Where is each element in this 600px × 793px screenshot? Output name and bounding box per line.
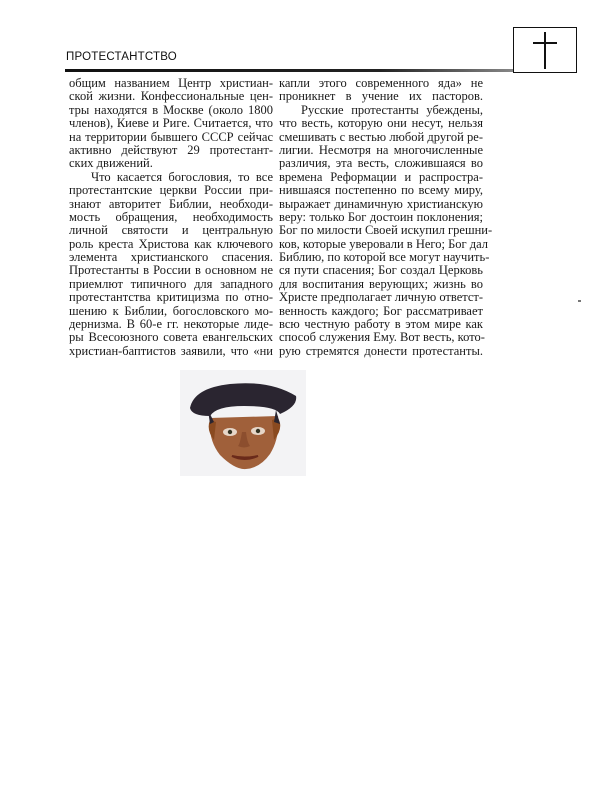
running-header: ПРОТЕСТАНТСТВО: [66, 51, 177, 63]
text-line: рую стремятся донести протестанты.: [279, 343, 483, 358]
text-line: на территории бывшего СССР сейчас: [69, 129, 273, 144]
text-line: смешивать с вестью любой другой ре-: [279, 129, 483, 144]
header-rule: [65, 69, 515, 72]
text-line: различия, эта весть, сложившаяся во: [279, 156, 483, 171]
text-line: Библию, по которой все могут научить-: [279, 250, 490, 265]
text-line: ры Всесоюзного совета евангельских: [69, 330, 273, 345]
text-line: проникнет в учение их пасторов.: [279, 89, 483, 104]
portrait-illustration: [180, 370, 306, 476]
text-line: активно действуют 29 протестант-: [69, 142, 273, 157]
left-text-column: [69, 77, 273, 358]
text-line: протестантства критицизма по отно-: [69, 290, 273, 305]
text-line: капли этого современного яда» не: [279, 76, 483, 90]
text-line: христиан-баптистов заявили, что «ни: [69, 343, 273, 358]
text-line: знают авторитет Библии, необходи-: [69, 196, 273, 211]
text-line: протестантские церкви России при-: [69, 183, 273, 198]
text-line: что весть, которую они несут, нельзя: [279, 116, 483, 131]
text-line: элемента христианского спасения.: [69, 250, 273, 265]
text-line: Что касается богословия, то все: [91, 169, 273, 184]
text-line: общим названием Центр христиан-: [69, 76, 273, 90]
text-line: роль креста Христова как ключевого: [69, 236, 273, 251]
scan-mark: [578, 300, 581, 302]
text-line: Бог по милости Своей искупил грешни-: [279, 223, 493, 238]
text-line: ся пути спасения; Бог создал Церковь: [279, 263, 483, 278]
text-line: Русские протестанты убеждены,: [301, 102, 483, 117]
text-line: шению к Библии, богословского мо-: [69, 303, 273, 318]
text-line: ской жизни. Конфессиональные цен-: [69, 89, 273, 104]
right-text-column: [279, 76, 493, 358]
text-line: приемлют типичного для западного: [69, 276, 273, 291]
text-line: времена Реформации и распростра-: [279, 169, 483, 184]
text-line: нившаяся постепенно по всему миру,: [279, 183, 483, 198]
cross-icon: [513, 27, 577, 73]
text-line: веру: только Бог достоин поклонения;: [279, 209, 483, 224]
text-line: дернизма. В 60-е гг. некоторые лиде-: [69, 317, 273, 332]
text-line: способ служения Ему. Вот весть, кото-: [279, 330, 485, 345]
text-line: членов), Киеве и Риге. Считается, что: [69, 116, 273, 131]
text-line: тры находятся в Москве (около 1800: [69, 102, 273, 117]
text-line: ков, которые уверовали в Него; Бог дал: [279, 236, 489, 251]
text-line: личной святости и центральную: [69, 223, 273, 238]
text-line: мость обращения, необходимость: [69, 209, 273, 224]
text-line: ских движений.: [69, 156, 153, 171]
text-line: выражает динамичную христианскую: [279, 196, 483, 211]
text-line: для воспитания верующих; жизнь во: [279, 276, 483, 291]
text-line: Христе предполагает личную ответст-: [279, 290, 484, 305]
text-line: венность каждого; Бог рассматривает: [279, 303, 483, 318]
text-line: лигии. Несмотря на многочисленные: [279, 142, 483, 157]
portrait-icon: [180, 370, 306, 476]
text-line: Протестанты в России в основном не: [69, 263, 273, 278]
text-line: всю честную работу в этом мире как: [279, 317, 483, 332]
